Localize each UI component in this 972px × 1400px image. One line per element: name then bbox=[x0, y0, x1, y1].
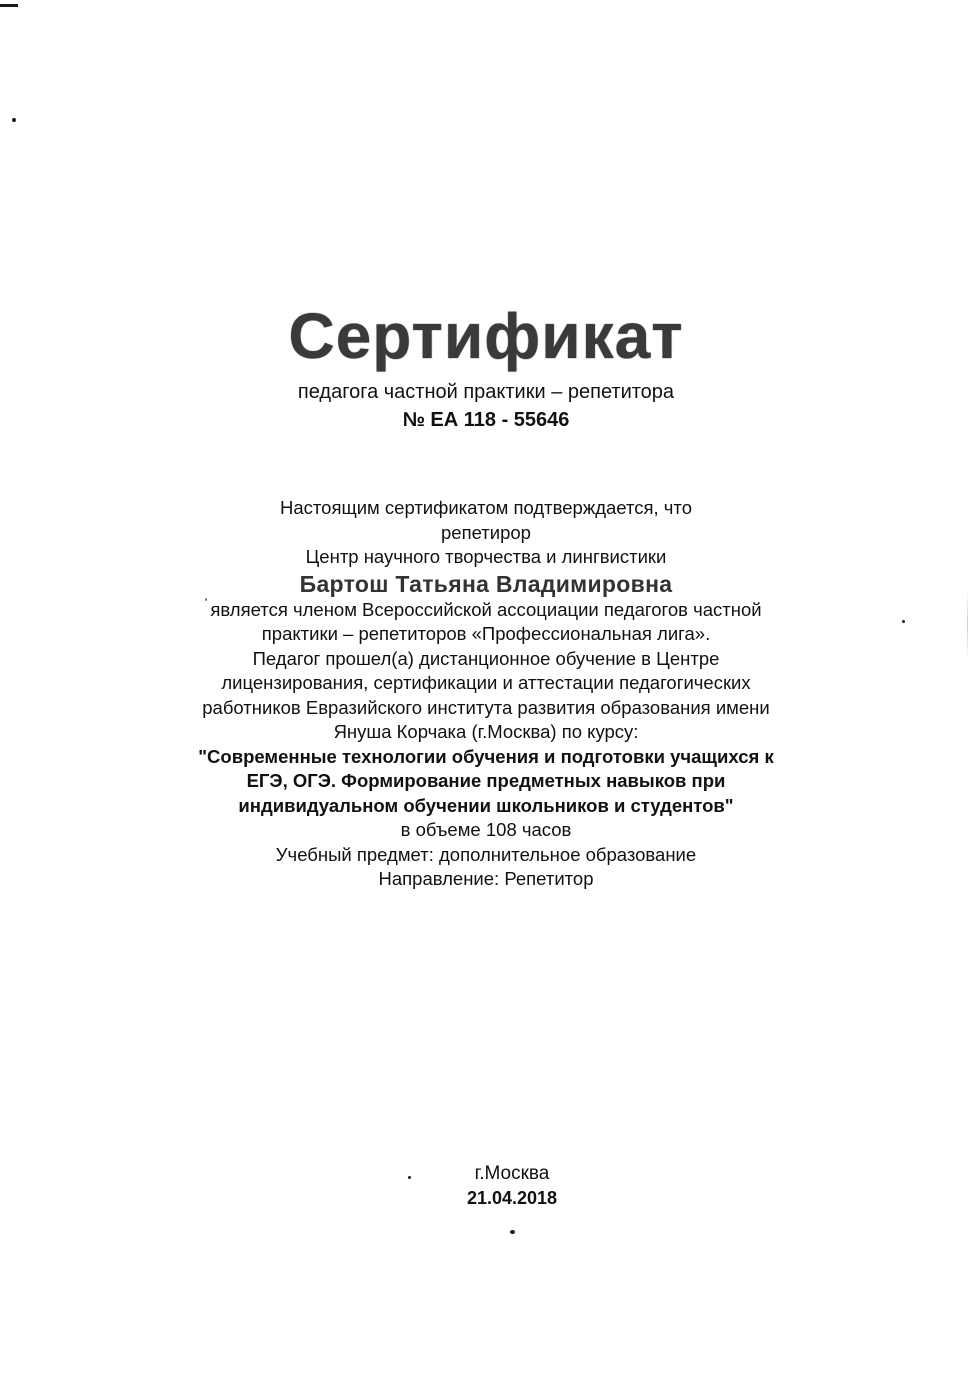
role-line: репетирор bbox=[441, 521, 531, 543]
training-line-2: лицензирования, сертификации и аттестации педагогических bbox=[221, 672, 751, 693]
course-subject: Учебный предмет: дополнительное образование bbox=[275, 843, 697, 865]
issue-city: г.Москва bbox=[474, 1163, 550, 1184]
course-hours: в объеме 108 часов bbox=[400, 819, 572, 840]
course-title-line-1: "Современные технологии обучения и подготовки учащихся к bbox=[198, 745, 774, 767]
certificate-number: № ЕА 118 - 55646 bbox=[402, 409, 570, 431]
certificate-subtitle: педагога частной практики – репетитора bbox=[297, 381, 675, 403]
certificate-body bbox=[0, 496, 972, 892]
confirm-line: Настоящим сертификатом подтверждается, что bbox=[280, 497, 692, 518]
scan-artifact-dot bbox=[12, 118, 16, 122]
training-line-1: Педагог прошел(а) дистанционное обучение в Центре bbox=[252, 647, 720, 669]
scan-artifact-mark bbox=[0, 4, 18, 7]
training-line-4: Януша Корчака (г.Москва) по курсу: bbox=[333, 721, 639, 742]
organization-line: Центр научного творчества и лингвистики bbox=[305, 546, 667, 567]
training-line-3: работников Евразийского института развития образования имени bbox=[202, 696, 770, 718]
course-title-line-3: индивидуальном обучении школьников и студентов" bbox=[238, 794, 734, 816]
membership-line-1: является членом Всероссийской ассоциации педагогов частной bbox=[210, 598, 762, 620]
issue-date: 21.04.2018 bbox=[466, 1188, 558, 1208]
membership-line-2: практики – репетиторов «Профессиональная лига». bbox=[261, 623, 711, 644]
recipient-name: Бартош Татьяна Владимировна bbox=[299, 570, 673, 597]
course-direction: Направление: Репетитор bbox=[378, 868, 594, 889]
course-title-line-2: ЕГЭ, ОГЭ. Формирование предметных навыков при bbox=[246, 770, 726, 791]
scan-artifact-dot bbox=[510, 1230, 515, 1234]
certificate-title: Сертификат bbox=[288, 300, 684, 372]
